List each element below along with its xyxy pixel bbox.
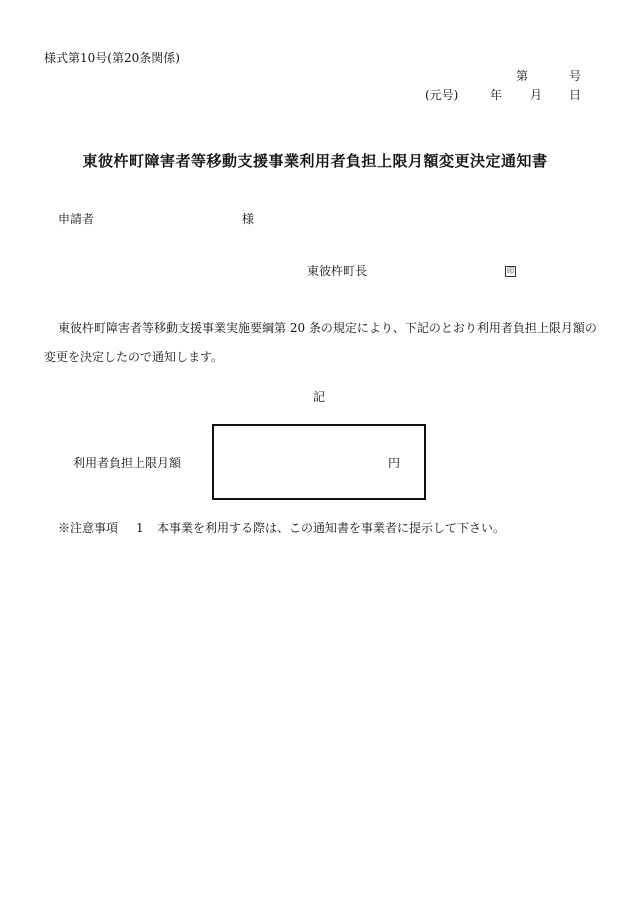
date-year: 年 <box>490 88 503 102</box>
body-paragraph: 東彼杵町障害者等移動支援事業実施要綱第 20 条の規定により、下記のとおり利用者負担上限月額の変更を決定したので通知します。 <box>44 321 597 364</box>
applicant-honorific: 様 <box>242 212 255 226</box>
document-title: 東彼杵町障害者等移動支援事業利用者負担上限月額変更決定通知書 <box>82 152 548 170</box>
amount-unit: 円 <box>388 456 401 470</box>
seal-icon: 印 <box>507 267 514 275</box>
record-heading: 記 <box>313 390 326 404</box>
doc-number-suffix: 号 <box>569 69 582 83</box>
applicant-label: 申請者 <box>58 212 95 226</box>
notes-number: 1 <box>136 521 144 535</box>
form-number: 様式第10号(第20条関係) <box>44 51 180 65</box>
date-era: (元号) <box>425 88 459 102</box>
date-month: 月 <box>530 88 543 102</box>
amount-label: 利用者負担上限月額 <box>73 456 182 470</box>
doc-number-prefix: 第 <box>516 69 529 83</box>
notes-text: 本事業を利用する際は、この通知書を事業者に提示して下さい。 <box>157 521 506 535</box>
issuer-name: 東彼杵町長 <box>307 264 368 278</box>
date-day: 日 <box>569 88 582 102</box>
notes-label: ※注意事項 <box>58 521 119 535</box>
